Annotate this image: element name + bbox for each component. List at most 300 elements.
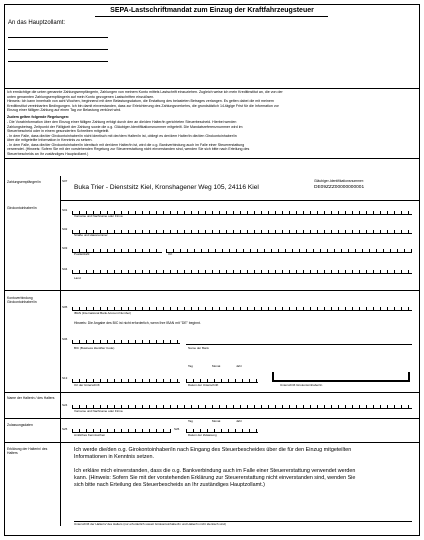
divider-due-dates: [4, 442, 420, 443]
cell-tick: [366, 307, 367, 311]
conditions-title: Zudem gelten folgende Regelungen:: [7, 115, 70, 119]
caption-reg-month: Monat: [212, 419, 221, 423]
cell-tick: [191, 211, 192, 215]
cell-tick: [72, 211, 73, 215]
address-label: An das Hauptzollamt:: [8, 20, 66, 26]
cell-tick: [324, 211, 325, 215]
cell-tick: [373, 211, 374, 215]
cell-tick: [72, 429, 73, 433]
cell-tick: [331, 405, 332, 409]
cell-tick: [256, 429, 257, 433]
cell-tick: [383, 249, 384, 253]
cell-tick: [240, 270, 241, 274]
cell-tick: [387, 230, 388, 234]
field-number-s25: S25: [62, 427, 68, 431]
caption-name: Vorname und Nachname oder Firma: [74, 214, 123, 218]
cell-tick: [324, 307, 325, 311]
cell-tick: [338, 230, 339, 234]
cell-tick: [306, 249, 307, 253]
cell-tick: [79, 270, 80, 274]
cell-tick: [303, 270, 304, 274]
cell-tick: [254, 270, 255, 274]
cell-tick: [212, 307, 213, 311]
cell-tick: [212, 270, 213, 274]
cell-tick: [156, 230, 157, 234]
cell-tick: [292, 249, 293, 253]
cell-tick: [366, 270, 367, 274]
cell-tick: [317, 270, 318, 274]
cell-tick: [156, 270, 157, 274]
intro-line-4: Kreditinstitut vereinbarten Bedingungen. Ich bin damit einverstanden, dass zur Erleichterung des Zahlungsverkehrs, die grundsätzlich 14-tägige Frist für die Information vor: [7, 103, 279, 108]
cell-tick: [184, 270, 185, 274]
cell-tick: [355, 249, 356, 253]
field-number-s04: S04: [62, 267, 68, 271]
section-vehicle-holder: Name der Halterin / des Halters: [7, 396, 55, 400]
cell-tick: [411, 249, 412, 253]
cell-tick: [254, 230, 255, 234]
cell-tick: [135, 429, 136, 433]
cell-tick: [408, 405, 409, 409]
cell-tick: [240, 230, 241, 234]
cell-tick: [317, 307, 318, 311]
cell-tick: [289, 230, 290, 234]
cell-tick: [261, 230, 262, 234]
cell-tick: [289, 270, 290, 274]
condition-line-7: verwendet. (Hinweis: Sofern Sie mit der vorstehenden Regelung zur Steuererstattung nicht einverstanden sind, wenden Sie sich bitte nach Erteilung des: [7, 147, 250, 151]
cell-tick: [235, 429, 236, 433]
cell-tick: [247, 230, 248, 234]
cell-tick: [184, 211, 185, 215]
cell-tick: [268, 307, 269, 311]
cell-tick: [394, 211, 395, 215]
cell-tick: [233, 307, 234, 311]
plate-input[interactable]: [72, 426, 170, 433]
cell-tick: [205, 405, 206, 409]
cell-tick: [394, 307, 395, 311]
cell-tick: [268, 211, 269, 215]
cell-tick: [352, 230, 353, 234]
cell-tick: [278, 249, 279, 253]
cell-tick: [205, 230, 206, 234]
cell-tick: [324, 405, 325, 409]
cell-tick: [254, 307, 255, 311]
cell-tick: [135, 230, 136, 234]
cell-tick: [72, 307, 73, 311]
divider-conditions: [4, 158, 420, 159]
cell-tick: [310, 405, 311, 409]
cell-tick: [380, 270, 381, 274]
cell-tick: [128, 270, 129, 274]
form-title: SEPA-Lastschriftmandat zum Einzug der Kraftfahrzeugsteuer: [110, 7, 314, 14]
cell-tick: [72, 405, 73, 409]
cell-tick: [359, 405, 360, 409]
cell-tick: [401, 230, 402, 234]
caption-year: Jahr: [236, 364, 242, 368]
cell-tick: [149, 270, 150, 274]
condition-line-1: - Die Vorabinformation über den Einzug einer fälligen Zahlung erfolgt durch den an die/den Halter/in gerichteten Steuerbescheid. Hierbei werden: [7, 120, 237, 124]
caption-street: Straße und Hausnummer: [74, 233, 108, 237]
cell-tick: [149, 340, 150, 344]
cell-tick: [289, 307, 290, 311]
cell-tick: [233, 230, 234, 234]
cell-tick: [177, 270, 178, 274]
cell-tick: [212, 230, 213, 234]
cell-tick: [380, 211, 381, 215]
cell-tick: [310, 230, 311, 234]
cell-tick: [380, 230, 381, 234]
intro-line-3: Hinweis: Ich kann innerhalb von acht Wochen, beginnend mit dem Belastungsdatum, die Erstattung des belasteten Betrages verlangen. Es gelten dabei die mit meinem: [7, 99, 274, 103]
cell-tick: [352, 211, 353, 215]
field-number-s13: S13: [62, 376, 68, 380]
cell-tick: [282, 405, 283, 409]
cell-tick: [191, 307, 192, 311]
divider-recipient: [60, 200, 420, 201]
cell-tick: [142, 429, 143, 433]
cell-tick: [289, 405, 290, 409]
cell-tick: [128, 379, 129, 383]
sign-date-input[interactable]: [186, 376, 258, 383]
cell-tick: [268, 270, 269, 274]
cell-tick: [93, 270, 94, 274]
cell-tick: [249, 379, 250, 383]
cell-tick: [250, 249, 251, 253]
declaration-2-line-2: kann. (Hinweis: Sofern Sie mit der vorstehenden Erklärung zur Steuererstattung nicht einverstanden sind, wenden Sie: [74, 475, 356, 481]
cell-tick: [180, 249, 181, 253]
cell-tick: [394, 405, 395, 409]
cell-tick: [366, 211, 367, 215]
caption-final-sign: Unterschrift der Halterin/ des Halters (nur erforderlich soweit Girokontoinhaber/in und Halter/in nicht identisch sind): [74, 522, 226, 526]
cell-tick: [387, 307, 388, 311]
cell-tick: [285, 249, 286, 253]
cell-tick: [310, 307, 311, 311]
cell-tick: [394, 270, 395, 274]
intro-line-2: unten genannten Zahlungsempfängerin auf mein Konto gezogenen Lastschriften einzulösen.: [7, 94, 155, 99]
cell-tick: [387, 211, 388, 215]
cell-tick: [163, 405, 164, 409]
cell-tick: [247, 270, 248, 274]
registration-date-input[interactable]: [186, 426, 258, 433]
cell-tick: [221, 379, 222, 383]
cell-tick: [170, 379, 171, 383]
vehicle-holder-name-input[interactable]: [72, 402, 412, 409]
cell-tick: [114, 429, 115, 433]
cell-tick: [156, 307, 157, 311]
caption-signature: Unterschrift Girokontoinhaber/in: [280, 383, 323, 387]
cell-tick: [226, 270, 227, 274]
cell-tick: [135, 249, 136, 253]
cell-tick: [156, 405, 157, 409]
field-number-s24: S24: [62, 403, 68, 407]
cell-tick: [114, 270, 115, 274]
cell-tick: [275, 211, 276, 215]
cell-tick: [242, 429, 243, 433]
cell-tick: [352, 307, 353, 311]
caption-plate: Amtliches Kennzeichen: [74, 433, 106, 437]
cell-tick: [362, 249, 363, 253]
cell-tick: [135, 340, 136, 344]
cell-tick: [338, 405, 339, 409]
cell-tick: [264, 249, 265, 253]
address-line-1[interactable]: [8, 37, 108, 38]
condition-line-3: Steuerbescheid oder in einem gesonderten Schreiben mitgeteilt.: [7, 129, 110, 133]
cell-tick: [177, 379, 178, 383]
iban-input[interactable]: [72, 304, 412, 311]
cell-tick: [229, 249, 230, 253]
cell-tick: [296, 230, 297, 234]
cell-tick: [228, 429, 229, 433]
cell-tick: [156, 429, 157, 433]
cell-tick: [303, 230, 304, 234]
cell-tick: [142, 307, 143, 311]
cell-tick: [72, 340, 73, 344]
cell-tick: [170, 307, 171, 311]
city-input[interactable]: [166, 246, 412, 253]
cell-tick: [205, 307, 206, 311]
condition-line-6: - In dem Falle, dass die/der Girokontoinhaber/in identisch mit der/dem Halter/in ist, wird die o.g. Bankverbindung auch im Falle einer Steuererstattung: [7, 142, 245, 147]
cell-tick: [256, 379, 257, 383]
cell-tick: [114, 379, 115, 383]
cell-tick: [142, 340, 143, 344]
cell-tick: [338, 307, 339, 311]
cell-tick: [163, 230, 164, 234]
cell-tick: [177, 307, 178, 311]
cell-tick: [205, 211, 206, 215]
cell-tick: [247, 211, 248, 215]
cell-tick: [401, 270, 402, 274]
cell-tick: [345, 230, 346, 234]
section-recipient: Zahlungsempfänger/in: [7, 180, 41, 184]
cell-tick: [142, 230, 143, 234]
cell-tick: [282, 230, 283, 234]
cell-tick: [135, 379, 136, 383]
cell-tick: [352, 405, 353, 409]
cell-tick: [170, 270, 171, 274]
cell-tick: [282, 270, 283, 274]
divider-intro: [4, 88, 420, 89]
cell-tick: [408, 270, 409, 274]
creditor-id-value: DE09ZZZ00000000001: [314, 185, 365, 190]
cell-tick: [107, 379, 108, 383]
signature-box[interactable]: [272, 372, 410, 382]
cell-tick: [303, 211, 304, 215]
caption-land: Land: [74, 276, 81, 280]
cell-tick: [242, 379, 243, 383]
cell-tick: [282, 211, 283, 215]
caption-city: Ort: [168, 252, 173, 256]
land-input[interactable]: [72, 267, 412, 274]
holder-name-input[interactable]: [72, 208, 412, 215]
cell-tick: [317, 211, 318, 215]
cell-tick: [184, 405, 185, 409]
cell-tick: [226, 405, 227, 409]
cell-tick: [107, 340, 108, 344]
cell-tick: [128, 249, 129, 253]
cell-tick: [341, 249, 342, 253]
cell-tick: [93, 340, 94, 344]
cell-tick: [254, 211, 255, 215]
cell-tick: [282, 307, 283, 311]
cell-tick: [198, 307, 199, 311]
condition-line-4: - In dem Falle, dass die/der Girokontoinhaber/in nicht identisch mit der/dem Halter/in ist, obliegt es der/dem Halter/in die/den Girokontoinhaber/in: [7, 133, 237, 138]
cell-tick: [163, 429, 164, 433]
declaration-1-line-2: Informationen in Kenntnis setzen.: [74, 454, 155, 460]
cell-tick: [359, 230, 360, 234]
cell-tick: [310, 211, 311, 215]
cell-tick: [254, 405, 255, 409]
cell-tick: [226, 307, 227, 311]
cell-tick: [275, 230, 276, 234]
field-number-s07: S07: [62, 179, 68, 183]
cell-tick: [142, 379, 143, 383]
cell-tick: [380, 307, 381, 311]
cell-tick: [359, 307, 360, 311]
cell-tick: [135, 211, 136, 215]
bank-name-input[interactable]: [186, 344, 412, 345]
cell-tick: [156, 340, 157, 344]
cell-tick: [212, 211, 213, 215]
iban-hint: Hinweis: Die Angabe des BIC ist nicht erforderlich, wenn Ihre IBAN mit "DE" beginnt.: [74, 321, 201, 325]
cell-tick: [240, 405, 241, 409]
cell-tick: [387, 405, 388, 409]
cell-tick: [86, 340, 87, 344]
field-number-s01: S01: [62, 208, 68, 212]
cell-tick: [296, 405, 297, 409]
cell-tick: [121, 429, 122, 433]
section-account: Kontoverbindung Girokontoinhaber/in: [7, 296, 37, 305]
cell-tick: [394, 230, 395, 234]
cell-tick: [128, 429, 129, 433]
cell-tick: [86, 270, 87, 274]
cell-tick: [397, 249, 398, 253]
cell-tick: [408, 307, 409, 311]
cell-tick: [215, 249, 216, 253]
cell-tick: [359, 270, 360, 274]
caption-sign-date: Datum der Unterschrift: [188, 383, 219, 387]
cell-tick: [149, 249, 150, 253]
cell-tick: [177, 340, 178, 344]
caption-postcode: Postleitzahl: [74, 252, 90, 256]
cell-tick: [348, 249, 349, 253]
cell-tick: [233, 211, 234, 215]
cell-tick: [303, 307, 304, 311]
cell-tick: [149, 379, 150, 383]
cell-tick: [166, 249, 167, 253]
cell-tick: [226, 211, 227, 215]
cell-tick: [289, 211, 290, 215]
place-input[interactable]: [72, 376, 180, 383]
cell-tick: [191, 230, 192, 234]
cell-tick: [79, 340, 80, 344]
cell-tick: [128, 405, 129, 409]
cell-tick: [401, 211, 402, 215]
street-input[interactable]: [72, 227, 412, 234]
cell-tick: [194, 249, 195, 253]
declaration-1-line-1: Ich werde die/den o.g. Girokontoinhaber/in nach Eingang des Steuerbescheides über die für den Einzug mitgeteilten: [74, 447, 352, 453]
cell-tick: [135, 307, 136, 311]
caption-reg-date: Datum der Zulassung: [188, 433, 217, 437]
cell-tick: [114, 249, 115, 253]
cell-tick: [221, 429, 222, 433]
cell-tick: [121, 379, 122, 383]
cell-tick: [156, 249, 157, 253]
cell-tick: [149, 429, 150, 433]
cell-tick: [163, 379, 164, 383]
caption-vehicle-name: Vorname und Nachname oder Firma: [74, 409, 123, 413]
cell-tick: [177, 230, 178, 234]
cell-tick: [170, 340, 171, 344]
cell-tick: [275, 307, 276, 311]
caption-reg-day: Tag: [188, 419, 193, 423]
cell-tick: [186, 379, 187, 383]
caption-bic: BIC (Business Identifier Code): [74, 346, 115, 350]
title-underline: [95, 16, 328, 17]
cell-tick: [345, 211, 346, 215]
caption-reg-year: Jahr: [236, 419, 242, 423]
declaration-2-line-1: Ich erkläre mich einverstanden, dass die o.g. Bankverbindung auch im Falle einer Steuererstattung verwendet werden: [74, 468, 356, 474]
cell-tick: [191, 405, 192, 409]
cell-tick: [173, 249, 174, 253]
cell-tick: [303, 405, 304, 409]
cell-tick: [275, 270, 276, 274]
cell-tick: [219, 405, 220, 409]
cell-tick: [219, 270, 220, 274]
field-number-s26: S26: [174, 427, 180, 431]
cell-tick: [114, 230, 115, 234]
cell-tick: [331, 270, 332, 274]
address-line-2[interactable]: [8, 49, 108, 50]
creditor-id-label: Gläubiger-Identifikationsnummer:: [314, 179, 364, 183]
cell-tick: [156, 379, 157, 383]
cell-tick: [100, 249, 101, 253]
cell-tick: [247, 405, 248, 409]
cell-tick: [369, 249, 370, 253]
caption-bank: Name der Bank: [188, 346, 209, 350]
cell-tick: [331, 211, 332, 215]
bic-input[interactable]: [72, 337, 180, 344]
address-line-3[interactable]: [8, 61, 108, 62]
field-number-s06: S06: [62, 337, 68, 341]
cell-tick: [128, 340, 129, 344]
cell-tick: [149, 307, 150, 311]
cell-tick: [268, 230, 269, 234]
cell-tick: [219, 307, 220, 311]
cell-tick: [331, 230, 332, 234]
cell-tick: [163, 307, 164, 311]
cell-tick: [142, 249, 143, 253]
cell-tick: [240, 307, 241, 311]
cell-tick: [163, 211, 164, 215]
cell-tick: [107, 249, 108, 253]
cell-tick: [208, 249, 209, 253]
cell-tick: [338, 270, 339, 274]
cell-tick: [317, 230, 318, 234]
field-number-s02: S02: [62, 227, 68, 231]
declaration-2-line-3: sich bitte nach Erteilung des Steuerbescheids an Ihr zuständiges Hauptzollamt.): [74, 482, 265, 488]
cell-tick: [170, 405, 171, 409]
cell-tick: [222, 249, 223, 253]
cell-tick: [219, 230, 220, 234]
section-holder: Girokontoinhaber/in: [7, 206, 37, 210]
caption-month: Monat: [212, 364, 221, 368]
cell-tick: [401, 405, 402, 409]
column-divider: [60, 176, 61, 526]
intro-line-1: Ich ermächtige die unten genannte Zahlungsempfängerin, Zahlungen von meinem Konto mittels Lastschrift einzuziehen. Zugleich weise ich mein Kreditinstitut an, die von der: [7, 90, 283, 94]
cell-tick: [93, 249, 94, 253]
cell-tick: [320, 249, 321, 253]
cell-tick: [373, 405, 374, 409]
cell-tick: [359, 211, 360, 215]
cell-tick: [390, 249, 391, 253]
